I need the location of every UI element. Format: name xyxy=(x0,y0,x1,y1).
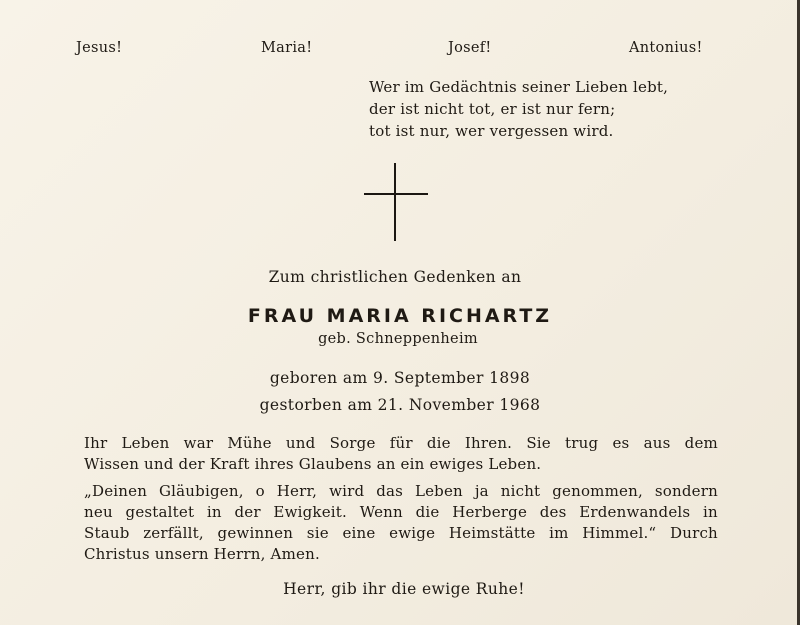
paragraph-line: „Deinen Gläubigen, o Herr, wird das Leben ja nicht genommen, sondern xyxy=(84,482,718,500)
paragraph-line: Christus unsern Herrn, Amen. xyxy=(84,545,320,563)
poem-line: Wer im Gedächtnis seiner Lieben lebt, xyxy=(369,78,669,96)
poem-line: tot ist nur, wer vergessen wird. xyxy=(369,122,614,140)
paragraph-line: Ihr Leben war Mühe und Sorge für die Ihren. Sie trug es aus dem xyxy=(84,434,718,452)
invocation-maria: Maria! xyxy=(261,40,313,56)
maiden-name: geb. Schneppenheim xyxy=(318,331,478,347)
paragraph-line: neu gestaltet in der Ewigkeit. Wenn die Herberge des Erdenwandels in xyxy=(84,503,718,521)
deceased-name: FRAU MARIA RICHARTZ xyxy=(247,305,553,327)
death-date: gestorben am 21. November 1968 xyxy=(259,396,541,414)
invocation-antonius: Antonius! xyxy=(629,40,703,56)
paragraph-line: Staub zerfällt, gewinnen sie eine ewige Heimstätte im Himmel.“ Durch xyxy=(84,524,718,542)
memorial-intro: Zum christlichen Gedenken an xyxy=(268,268,522,286)
poem-line: der ist nicht tot, er ist nur fern; xyxy=(369,100,616,118)
cross-icon xyxy=(364,163,428,241)
paragraph-line: Wissen und der Kraft ihres Glaubens an ein ewiges Leben. xyxy=(84,455,542,473)
birth-date: geboren am 9. September 1898 xyxy=(269,369,531,387)
prayer-paragraph xyxy=(84,481,718,565)
invocation-jesus: Jesus! xyxy=(76,40,123,56)
memorial-poem xyxy=(369,76,668,142)
closing-prayer: Herr, gib ihr die ewige Ruhe! xyxy=(283,580,525,598)
life-paragraph xyxy=(84,433,718,475)
invocation-josef: Josef! xyxy=(448,40,492,56)
